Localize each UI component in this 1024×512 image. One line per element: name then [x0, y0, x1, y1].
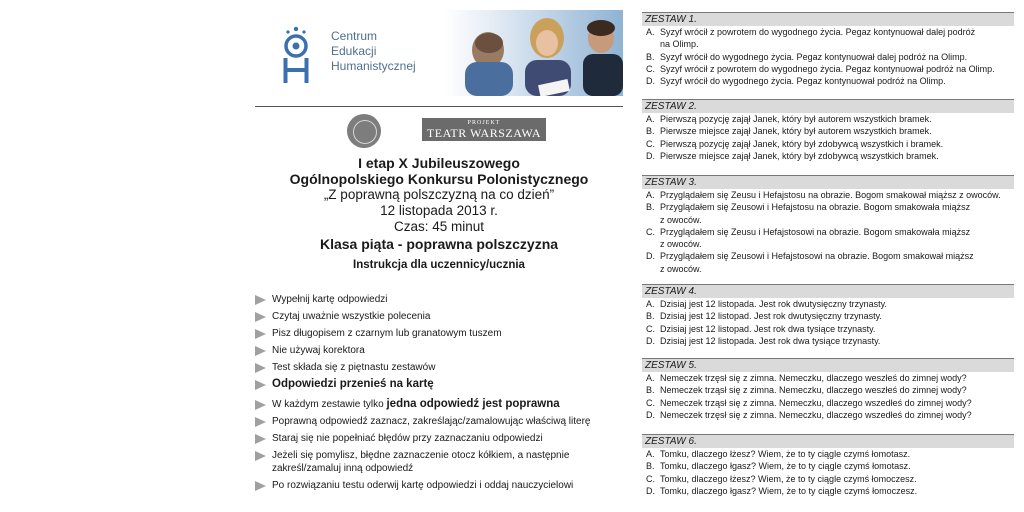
title-line-2: Ogólnopolskiego Konkursu Polonistycznego — [289, 171, 589, 187]
answer-option — [642, 113, 1014, 125]
instruction-item — [255, 293, 602, 306]
option-letter: C. — [646, 138, 655, 149]
option-letter: D. — [646, 335, 655, 346]
arrow-bullet-icon — [255, 434, 266, 444]
option-letter: B. — [646, 51, 655, 62]
instruction-text: Jeżeli się pomylisz, błędne zaznaczenie otocz kółkiem, a następnie zakreśl/zamaluj inną odpowiedź — [272, 450, 570, 474]
instruction-item — [255, 415, 602, 428]
contest-class: Klasa piąta - poprawna polszczyzna — [319, 236, 559, 252]
arrow-bullet-icon — [255, 400, 266, 410]
teatr-warszawa-logo — [422, 118, 546, 141]
answer-option — [642, 460, 1014, 472]
instruction-text: Poprawną odpowiedź zaznacz, zakreślając/zamalowując właściwą literę — [272, 416, 591, 427]
logo-line: Centrum — [331, 29, 378, 43]
seal-icon — [347, 114, 381, 148]
header — [255, 10, 623, 96]
option-letter: B. — [646, 461, 655, 472]
ceh-logo-text — [331, 29, 416, 74]
answer-option — [642, 226, 1014, 251]
option-text: Nemeczek trzęsł się z zimna. Nemeczku, dlaczego weszłeś do zimnej wody? — [660, 373, 967, 383]
instruction-text: Po rozwiązaniu testu oderwij kartę odpowiedzi i oddaj nauczycielowi — [272, 480, 574, 491]
instruction-item — [255, 449, 602, 475]
title-line-3: „Z poprawną polszczyzną na co dzień” — [323, 187, 555, 202]
option-text: Dzisiaj jest 12 listopada. Jest rok dwutysięczny trzynasty. — [660, 299, 887, 309]
students-photo — [443, 10, 623, 96]
instruction-text: W każdym zestawie tylko — [272, 399, 387, 410]
option-letter: A. — [646, 27, 655, 37]
arrow-bullet-icon — [255, 481, 266, 491]
cover-page — [255, 10, 623, 510]
answer-option — [642, 310, 1014, 322]
option-text: Nemeczek trzęsł się z zimna. Nemeczku, dlaczego wszedłeś do zimnej wody? — [660, 409, 972, 420]
instruction-item — [255, 479, 602, 492]
answer-set — [642, 175, 1014, 275]
answer-set — [642, 99, 1014, 162]
option-letter: B. — [646, 311, 655, 322]
option-letter: C. — [646, 226, 655, 237]
option-text: Tomku, dlaczego łżesz? Wiem, że to ty ciągle czymś łomotasz. — [660, 449, 911, 459]
contest-time: Czas: 45 minut — [393, 219, 485, 234]
students-photo-image — [443, 10, 623, 96]
option-text: z owoców. — [660, 239, 702, 250]
option-letter: A. — [646, 190, 655, 200]
option-letter: C. — [646, 63, 655, 74]
set-heading: ZESTAW 6. — [642, 434, 1014, 448]
option-letter: D. — [646, 76, 655, 87]
option-letter: A. — [646, 299, 655, 309]
option-letter: D. — [646, 251, 655, 262]
option-text: Nemeczek trząsł się z zimna. Nemeczku, dlaczego wszedłeś do zimnej wody? — [660, 397, 972, 408]
answer-option — [642, 125, 1014, 137]
logo-line: Humanistycznej — [331, 59, 416, 73]
option-text: Pierwszą pozycję zajął Janek, który był zdobywcą wszystkich i bramek. — [660, 138, 944, 149]
answer-option — [642, 485, 1014, 497]
option-text: Przyglądałem się Zeusowi i Hefajstosowi na obrazie. Bogom smakował miąższ — [660, 251, 974, 262]
option-text: Dzisiaj jest 12 listopad. Jest rok dwutysięczny trzynasty. — [660, 311, 882, 322]
option-text: Nemeczek trząsł się z zimna. Nemeczku, dlaczego weszłeś do zimnej wody? — [660, 385, 967, 396]
instruction-text-emphasis: jedna odpowiedź jest poprawna — [386, 398, 560, 410]
instruction-item — [255, 361, 602, 374]
option-letter: C. — [646, 323, 655, 334]
answer-option — [642, 384, 1014, 396]
answer-option — [642, 75, 1014, 87]
arrow-bullet-icon — [255, 363, 266, 373]
instructions-heading: Instrukcja dla uczennicy/ucznia — [353, 259, 525, 271]
option-text: Przyglądałem się Zeusu i Hefajstosowi na obrazie. Bogom smakowała miąższ — [660, 226, 971, 237]
option-text: Syzyf wrócił do wygodnego życia. Pegaz kontynuował dalej podróż na Olimp. — [660, 51, 968, 62]
answer-option — [642, 150, 1014, 162]
option-text: Tomku, dlaczego łżesz? Wiem, że to ty ciągle czymś łomoczesz. — [660, 473, 917, 484]
option-text: na Olimp. — [660, 39, 699, 50]
arrow-bullet-icon — [255, 380, 266, 390]
instruction-text: Staraj się nie popełniać błędów przy zaznaczaniu odpowiedzi — [272, 433, 543, 444]
answer-option — [642, 372, 1014, 384]
answer-set — [642, 12, 1014, 87]
option-letter: D. — [646, 409, 655, 420]
option-letter: B. — [646, 126, 655, 137]
answer-option — [642, 409, 1014, 421]
set-heading: ZESTAW 5. — [642, 358, 1014, 372]
answer-set — [642, 284, 1014, 347]
option-text: Pierwszą pozycję zajął Janek, który był autorem wszystkich bramek. — [660, 114, 932, 124]
instruction-item — [255, 378, 602, 391]
option-text: Pierwsze miejsce zajął Janek, który był zdobywcą wszystkich bramek. — [660, 150, 939, 161]
option-letter: C. — [646, 397, 655, 408]
answer-option — [642, 51, 1014, 63]
answer-option — [642, 335, 1014, 347]
option-text: Syzyf wrócił z powrotem do wygodnego życia. Pegaz kontynuował dalej podróż — [660, 27, 976, 37]
instruction-item — [255, 327, 602, 340]
instruction-item — [255, 432, 602, 445]
option-text: Pierwsze miejsce zajął Janek, który był autorem wszystkich bramek. — [660, 126, 932, 137]
answer-option — [642, 26, 1014, 51]
option-letter: A. — [646, 373, 655, 383]
instruction-item — [255, 344, 602, 357]
arrow-bullet-icon — [255, 295, 266, 305]
arrow-bullet-icon — [255, 312, 266, 322]
teatr-logo-bottom: TEATR WARSZAWA — [426, 126, 542, 140]
option-text: Przyglądałem się Zeusowi i Hefajstosu na obrazie. Bogom smakowała miąższ — [660, 202, 971, 213]
option-letter: D. — [646, 485, 655, 496]
answer-option — [642, 63, 1014, 75]
instruction-text: Pisz długopisem z czarnym lub granatowym tuszem — [272, 328, 502, 339]
set-heading: ZESTAW 2. — [642, 99, 1014, 113]
answer-option — [642, 448, 1014, 460]
option-letter: B. — [646, 385, 655, 396]
option-text: Dzisiaj jest 12 listopada. Jest rok dwa tysiące trzynasty. — [660, 335, 881, 346]
arrow-bullet-icon — [255, 451, 266, 461]
contest-title — [255, 155, 623, 273]
answer-option — [642, 323, 1014, 335]
answer-set — [642, 358, 1014, 421]
answer-sets — [642, 0, 1014, 512]
instruction-text: Test składa się z piętnastu zestawów — [272, 362, 436, 373]
option-text: Tomku, dlaczego łgasz? Wiem, że to ty ciągle czymś łomoczesz. — [660, 485, 918, 496]
teatr-logo-top: PROJEKT — [467, 120, 501, 126]
title-line-1: I etap X Jubileuszowego — [358, 155, 520, 171]
option-letter: A. — [646, 114, 655, 124]
answer-option — [642, 298, 1014, 310]
divider — [255, 106, 623, 107]
arrow-bullet-icon — [255, 417, 266, 427]
option-letter: A. — [646, 449, 655, 459]
instruction-text: Wypełnij kartę odpowiedzi — [272, 294, 388, 305]
logo-line: Edukacji — [331, 44, 377, 58]
contest-date: 12 listopada 2013 r. — [380, 203, 498, 218]
option-text: Tomku, dlaczego łgasz? Wiem, że to ty ciągle czymś łomotasz. — [660, 461, 911, 472]
option-text: z owoców. — [660, 263, 702, 274]
answer-option — [642, 397, 1014, 409]
instruction-item — [255, 310, 602, 323]
instruction-text: Odpowiedzi przenieś na kartę — [272, 378, 434, 390]
answer-option — [642, 138, 1014, 150]
answer-option — [642, 473, 1014, 485]
instruction-text: Nie używaj korektora — [272, 345, 365, 356]
set-heading: ZESTAW 4. — [642, 284, 1014, 298]
option-text: z owoców. — [660, 214, 702, 225]
ceh-logo-icon — [281, 24, 311, 86]
answer-option — [642, 250, 1014, 275]
option-letter: B. — [646, 202, 655, 213]
option-letter: C. — [646, 473, 655, 484]
answer-option — [642, 189, 1014, 201]
option-letter: D. — [646, 150, 655, 161]
option-text: Syzyf wrócił z powrotem do wygodnego życia. Pegaz kontynuował podróż na Olimp. — [660, 63, 995, 74]
answer-set — [642, 434, 1014, 497]
option-text: Syzyf wrócił do wygodnego życia. Pegaz kontynuował podróż na Olimp. — [660, 76, 946, 87]
set-heading: ZESTAW 3. — [642, 175, 1014, 189]
option-text: Dzisiaj jest 12 listopad. Jest rok dwa tysiące trzynasty. — [660, 323, 876, 334]
arrow-bullet-icon — [255, 329, 266, 339]
arrow-bullet-icon — [255, 346, 266, 356]
option-text: Przyglądałem się Zeusu i Hefajstosu na obrazie. Bogom smakował miąższ z owoców. — [660, 190, 1001, 200]
set-heading: ZESTAW 1. — [642, 12, 1014, 26]
instruction-item — [255, 398, 602, 411]
answer-option — [642, 201, 1014, 226]
instruction-text: Czytaj uważnie wszystkie polecenia — [272, 311, 431, 322]
